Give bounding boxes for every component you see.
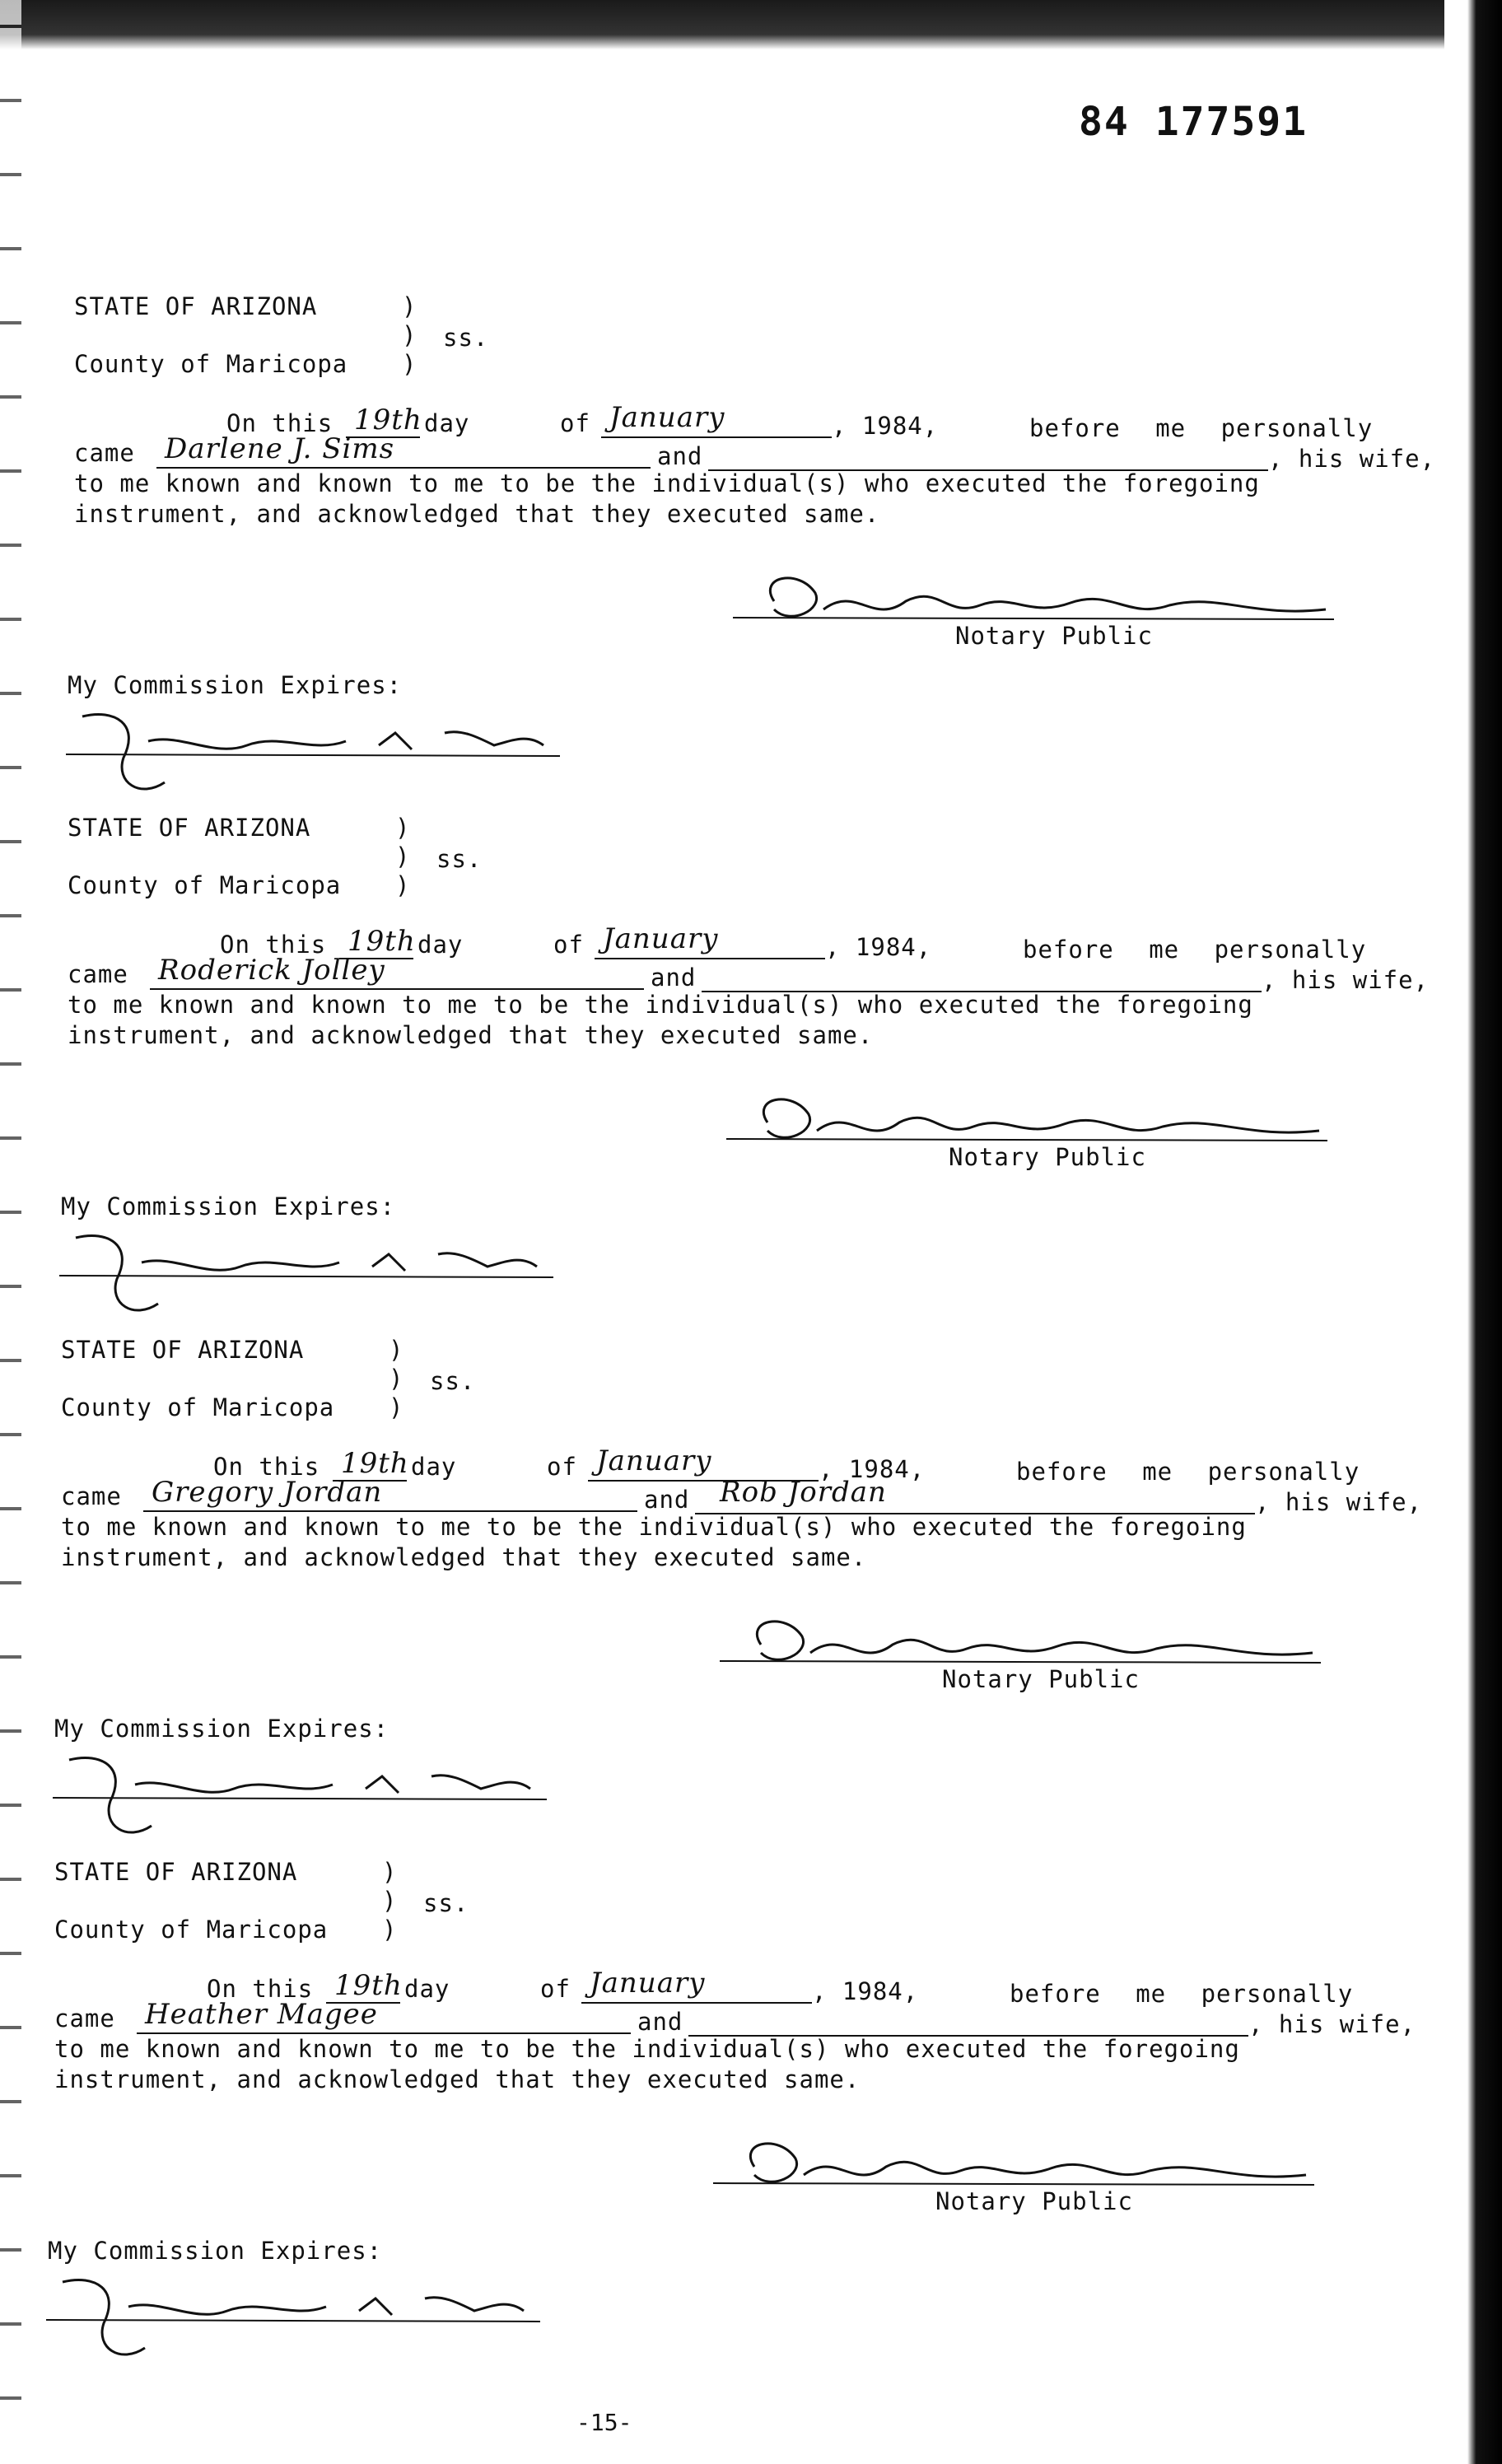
bracket: ) bbox=[395, 814, 411, 842]
state-label: STATE OF ARIZONA bbox=[68, 814, 311, 842]
month-line bbox=[581, 2002, 812, 2004]
came-word: came bbox=[61, 1482, 122, 1510]
state-label: STATE OF ARIZONA bbox=[74, 292, 318, 320]
ss-label: ss. bbox=[423, 1889, 469, 1917]
ss-label: ss. bbox=[436, 845, 483, 873]
body-line-3: to me known and known to me to be the individual(s) who executed the foregoing bbox=[68, 991, 1253, 1019]
and-word: and bbox=[657, 442, 703, 470]
month-value: January bbox=[596, 1444, 712, 1477]
body-line-4: instrument, and acknowledged that they executed same. bbox=[74, 500, 880, 528]
on-this: On this bbox=[226, 409, 334, 437]
day-word: day bbox=[417, 931, 464, 959]
month-value: January bbox=[609, 401, 725, 434]
scan-edge-top bbox=[0, 0, 1502, 49]
year: , 1984, bbox=[819, 1455, 926, 1483]
came-word: came bbox=[68, 960, 128, 988]
and-word: and bbox=[637, 2008, 683, 2036]
before-me: before me personally bbox=[1023, 936, 1367, 964]
month-value: January bbox=[603, 922, 719, 955]
month-line bbox=[601, 436, 832, 438]
ss-label: ss. bbox=[430, 1367, 476, 1395]
day-value: 19th bbox=[334, 1969, 403, 2002]
on-this: On this bbox=[213, 1453, 320, 1481]
before-me: before me personally bbox=[1029, 414, 1374, 442]
state-label: STATE OF ARIZONA bbox=[61, 1336, 305, 1364]
body-line-4: instrument, and acknowledged that they executed same. bbox=[61, 1543, 867, 1571]
bracket: ) bbox=[382, 1916, 398, 1944]
of-word: of bbox=[553, 931, 584, 959]
his-wife: , his wife, bbox=[1255, 1488, 1423, 1516]
name1-line bbox=[156, 467, 651, 469]
commission-label: My Commission Expires: bbox=[48, 2237, 383, 2265]
before-me: before me personally bbox=[1016, 1458, 1360, 1486]
acknowledgment-block-2 bbox=[61, 814, 1467, 1324]
scan-edge-left bbox=[0, 0, 21, 2464]
year: , 1984, bbox=[825, 933, 932, 961]
his-wife: , his wife, bbox=[1248, 2010, 1416, 2038]
bracket: ) bbox=[389, 1336, 404, 1364]
name2: Rob Jordan bbox=[720, 1476, 887, 1509]
came-word: came bbox=[74, 439, 135, 467]
of-word: of bbox=[560, 409, 590, 437]
day-word: day bbox=[411, 1453, 457, 1481]
of-word: of bbox=[547, 1453, 577, 1481]
and-word: and bbox=[644, 1486, 690, 1514]
county-label: County of Maricopa bbox=[61, 1393, 335, 1421]
acknowledgment-block-3 bbox=[54, 1336, 1461, 1846]
day-value: 19th bbox=[348, 925, 416, 958]
month-value: January bbox=[590, 1967, 706, 2000]
name1: Roderick Jolley bbox=[158, 954, 385, 987]
county-label: County of Maricopa bbox=[74, 350, 348, 378]
state-label: STATE OF ARIZONA bbox=[54, 1858, 298, 1886]
name1-line bbox=[143, 1510, 637, 1512]
body-line-3: to me known and known to me to be the individual(s) who executed the foregoing bbox=[54, 2035, 1240, 2063]
day-word: day bbox=[404, 1975, 450, 2003]
bracket: ) bbox=[395, 871, 411, 899]
body-line-4: instrument, and acknowledged that they executed same. bbox=[68, 1021, 874, 1049]
on-this: On this bbox=[220, 931, 327, 959]
name1: Heather Magee bbox=[145, 1998, 378, 2031]
day-word: day bbox=[424, 409, 470, 437]
bracket: ) bbox=[389, 1393, 404, 1421]
name1: Darlene J. Sims bbox=[165, 432, 395, 465]
acknowledgment-block-4 bbox=[48, 1858, 1454, 2368]
name1-line bbox=[150, 988, 644, 990]
his-wife: , his wife, bbox=[1268, 445, 1436, 473]
month-line bbox=[595, 958, 825, 959]
before-me: before me personally bbox=[1010, 1980, 1354, 2008]
body-line-3: to me known and known to me to be the individual(s) who executed the foregoing bbox=[74, 469, 1260, 497]
body-line-4: instrument, and acknowledged that they executed same. bbox=[54, 2065, 861, 2093]
bracket: ) bbox=[402, 292, 417, 320]
on-this: On this bbox=[207, 1975, 314, 2003]
notary-label: Notary Public bbox=[935, 2187, 1133, 2215]
page-number: -15- bbox=[576, 2409, 632, 2436]
name1: Gregory Jordan bbox=[152, 1476, 383, 1509]
his-wife: , his wife, bbox=[1262, 966, 1430, 994]
acknowledgment-block-1 bbox=[68, 292, 1474, 803]
notary-label: Notary Public bbox=[955, 622, 1153, 650]
document-number: 84 177591 bbox=[1079, 99, 1308, 145]
ss-label: ss. bbox=[443, 324, 489, 352]
and-word: and bbox=[651, 964, 697, 992]
commission-label: My Commission Expires: bbox=[68, 671, 403, 699]
name1-line bbox=[137, 2032, 631, 2034]
of-word: of bbox=[540, 1975, 571, 2003]
day-value: 19th bbox=[354, 404, 422, 436]
came-word: came bbox=[54, 2004, 115, 2032]
bracket: ) bbox=[389, 1365, 404, 1393]
notary-label: Notary Public bbox=[949, 1143, 1146, 1171]
bracket: ) bbox=[402, 321, 417, 349]
body-line-3: to me known and known to me to be the individual(s) who executed the foregoing bbox=[61, 1513, 1247, 1541]
commission-label: My Commission Expires: bbox=[54, 1715, 389, 1743]
year: , 1984, bbox=[832, 412, 939, 440]
county-label: County of Maricopa bbox=[68, 871, 342, 899]
commission-label: My Commission Expires: bbox=[61, 1192, 396, 1220]
day-value: 19th bbox=[341, 1447, 409, 1480]
bracket: ) bbox=[402, 350, 417, 378]
notary-label: Notary Public bbox=[942, 1665, 1140, 1693]
bracket: ) bbox=[382, 1887, 398, 1915]
bracket: ) bbox=[382, 1858, 398, 1886]
county-label: County of Maricopa bbox=[54, 1916, 329, 1944]
bracket: ) bbox=[395, 842, 411, 870]
year: , 1984, bbox=[812, 1977, 919, 2005]
